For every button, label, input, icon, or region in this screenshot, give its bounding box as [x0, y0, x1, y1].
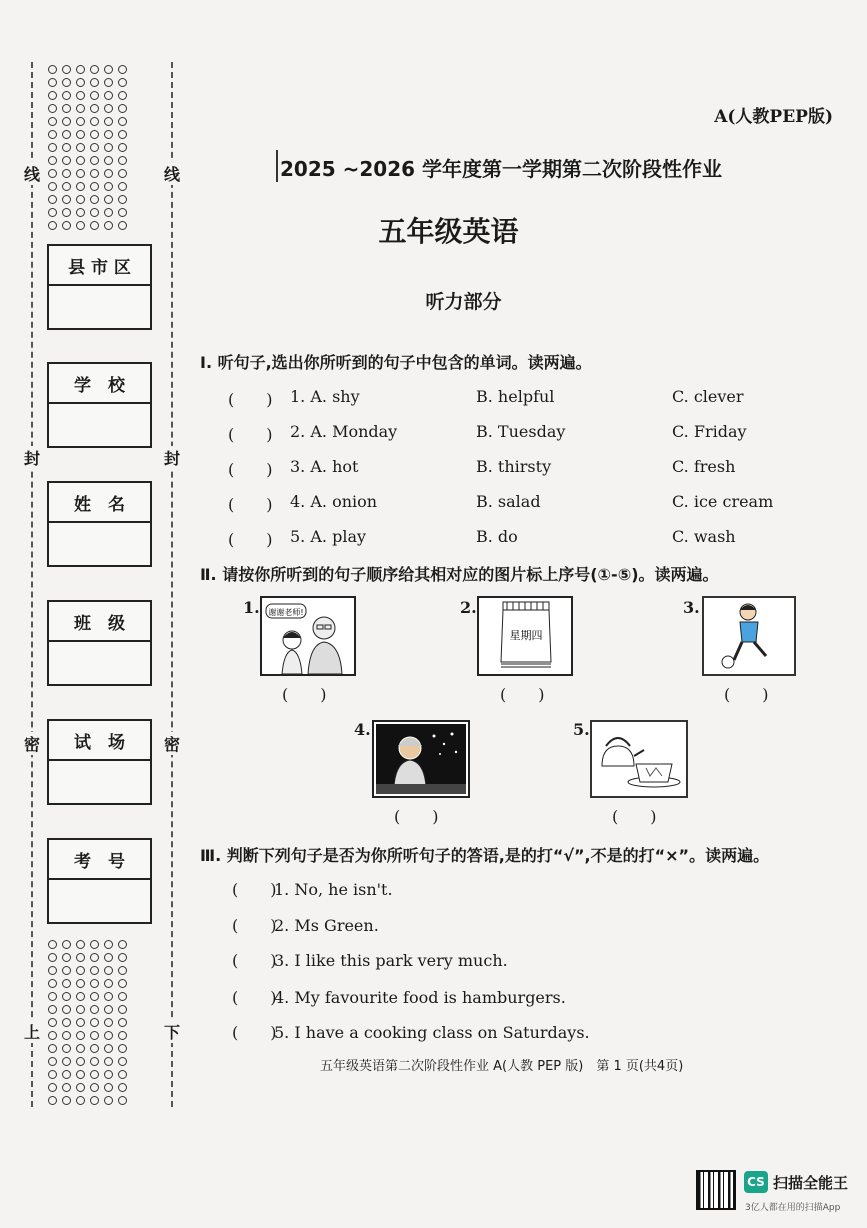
- answer-bracket[interactable]: ( ): [232, 1023, 277, 1042]
- binding-hole: [76, 1057, 85, 1066]
- binding-hole: [76, 182, 85, 191]
- binding-hole: [48, 130, 57, 139]
- binding-hole: [90, 992, 99, 1001]
- binding-hole: [90, 1070, 99, 1079]
- picture-2-bracket[interactable]: ( ): [500, 685, 545, 704]
- option-b: B. helpful: [476, 387, 555, 406]
- binding-hole: [104, 195, 113, 204]
- binding-hole: [62, 117, 71, 126]
- judgement-text: 2. Ms Green.: [274, 916, 379, 935]
- binding-hole: [104, 966, 113, 975]
- binding-hole: [90, 195, 99, 204]
- picture-3-bracket[interactable]: ( ): [724, 685, 769, 704]
- binding-hole: [76, 91, 85, 100]
- teapot-and-cup-picture: [590, 720, 688, 798]
- judgement-item: [232, 1020, 590, 1043]
- binding-hole: [48, 1070, 57, 1079]
- binding-hole: [62, 940, 71, 949]
- exam-number-field-label: 考 号: [49, 840, 150, 880]
- question-row: [228, 422, 828, 446]
- binding-hole: [76, 169, 85, 178]
- camscanner-tagline: 3亿人都在用的扫描App: [745, 1203, 841, 1213]
- answer-bracket[interactable]: ( ): [232, 951, 277, 970]
- answer-bracket[interactable]: ( ): [232, 916, 277, 935]
- binding-hole: [48, 169, 57, 178]
- calendar-thursday-picture: [477, 596, 573, 676]
- picture-2-number: 2.: [460, 598, 477, 617]
- answer-bracket[interactable]: ( ): [228, 460, 273, 479]
- binding-hole: [48, 78, 57, 87]
- judgement-item: [232, 877, 393, 900]
- class-field[interactable]: [47, 600, 152, 686]
- binding-hole: [48, 182, 57, 191]
- speech-bubble-text: 谢谢老师!: [268, 608, 304, 617]
- part-title: 听力部分: [425, 291, 502, 313]
- exam-number-field[interactable]: [47, 838, 152, 924]
- binding-hole: [48, 117, 57, 126]
- binding-hole: [104, 1005, 113, 1014]
- binding-hole: [48, 65, 57, 74]
- option-b: B. Tuesday: [476, 422, 566, 441]
- option-c: C. clever: [672, 387, 744, 406]
- binding-hole: [118, 953, 127, 962]
- binding-hole: [118, 65, 127, 74]
- binding-hole: [62, 992, 71, 1001]
- binding-hole: [62, 953, 71, 962]
- binding-hole: [48, 1018, 57, 1027]
- binding-hole: [90, 1044, 99, 1053]
- binding-hole: [118, 91, 127, 100]
- option-c: C. wash: [672, 527, 736, 546]
- binding-hole: [104, 1096, 113, 1105]
- binding-holes-top: [48, 65, 132, 234]
- exam-title: 2025 ~2026 学年度第一学期第二次阶段性作业: [280, 157, 723, 181]
- calendar-text: 星期四: [509, 629, 543, 642]
- binding-hole: [118, 1083, 127, 1092]
- binding-hole: [48, 940, 57, 949]
- binding-hole: [90, 169, 99, 178]
- judgement-text: 5. I have a cooking class on Saturdays.: [274, 1023, 590, 1042]
- question-row: [228, 457, 828, 481]
- answer-bracket[interactable]: ( ): [228, 425, 273, 444]
- binding-hole: [90, 65, 99, 74]
- binding-hole: [76, 1096, 85, 1105]
- binding-hole: [48, 1031, 57, 1040]
- camscanner-logo-icon: CS: [744, 1171, 768, 1193]
- binding-hole: [90, 979, 99, 988]
- binding-hole: [90, 953, 99, 962]
- picture-4-number: 4.: [354, 720, 371, 739]
- answer-bracket[interactable]: ( ): [232, 880, 277, 899]
- binding-hole: [62, 195, 71, 204]
- binding-hole: [62, 182, 71, 191]
- binding-hole: [76, 992, 85, 1001]
- binding-hole: [104, 104, 113, 113]
- binding-hole: [48, 104, 57, 113]
- picture-5-number: 5.: [573, 720, 590, 739]
- binding-hole: [62, 966, 71, 975]
- binding-hole: [62, 1031, 71, 1040]
- binding-hole: [118, 979, 127, 988]
- class-field-label: 班 级: [49, 602, 150, 642]
- binding-hole: [48, 195, 57, 204]
- binding-hole: [90, 182, 99, 191]
- binding-hole: [48, 966, 57, 975]
- boy-playing-football-picture: [702, 596, 796, 676]
- binding-hole: [118, 78, 127, 87]
- binding-hole: [62, 104, 71, 113]
- binding-hole: [62, 91, 71, 100]
- option-b: B. thirsty: [476, 457, 552, 476]
- binding-hole: [62, 1005, 71, 1014]
- binding-hole: [104, 940, 113, 949]
- name-field-label: 姓 名: [49, 483, 150, 523]
- binding-hole: [118, 169, 127, 178]
- binding-holes-bottom: [48, 940, 132, 1109]
- exam-room-field[interactable]: [47, 719, 152, 805]
- answer-bracket[interactable]: ( ): [228, 495, 273, 514]
- binding-hole: [90, 91, 99, 100]
- binding-hole: [90, 1018, 99, 1027]
- binding-hole: [76, 966, 85, 975]
- section3-title: Ⅲ. 判断下列句子是否为你所听句子的答语,是的打“√”,不是的打“×”。读两遍。: [200, 846, 770, 865]
- binding-hole: [90, 966, 99, 975]
- binding-hole: [62, 130, 71, 139]
- section1-title: Ⅰ. 听句子,选出你所听到的句子中包含的单词。读两遍。: [200, 353, 592, 372]
- binding-hole: [62, 1044, 71, 1053]
- binding-hole: [48, 1005, 57, 1014]
- binding-hole: [104, 143, 113, 152]
- binding-hole: [62, 143, 71, 152]
- answer-bracket[interactable]: ( ): [228, 530, 273, 549]
- binding-hole: [90, 78, 99, 87]
- binding-hole: [76, 1083, 85, 1092]
- picture-3-number: 3.: [683, 598, 700, 617]
- name-field[interactable]: [47, 481, 152, 567]
- answer-bracket[interactable]: ( ): [228, 390, 273, 409]
- binding-hole: [104, 979, 113, 988]
- binding-hole: [48, 1096, 57, 1105]
- judgement-text: 4. My favourite food is hamburgers.: [274, 988, 566, 1007]
- binding-hole: [118, 156, 127, 165]
- picture-1-number: 1.: [243, 598, 260, 617]
- binding-hole: [76, 117, 85, 126]
- binding-hole: [104, 169, 113, 178]
- option-a: 1. A. shy: [290, 387, 360, 406]
- binding-hole: [76, 1044, 85, 1053]
- strip-word-right-1: 线: [162, 162, 182, 185]
- binding-hole: [76, 156, 85, 165]
- binding-hole: [118, 1057, 127, 1066]
- binding-hole: [90, 104, 99, 113]
- binding-hole: [90, 130, 99, 139]
- binding-hole: [62, 169, 71, 178]
- binding-hole: [62, 1057, 71, 1066]
- binding-hole: [104, 78, 113, 87]
- binding-hole: [76, 195, 85, 204]
- judgement-item: [232, 948, 508, 971]
- question-row: [228, 527, 828, 551]
- exam-room-field-label: 试 场: [49, 721, 150, 761]
- judgement-item: [232, 985, 566, 1008]
- binding-hole: [104, 992, 113, 1001]
- binding-hole: [118, 143, 127, 152]
- binding-hole: [62, 1070, 71, 1079]
- binding-hole: [48, 1083, 57, 1092]
- judgement-text: 3. I like this park very much.: [274, 951, 508, 970]
- binding-hole: [118, 130, 127, 139]
- binding-hole: [76, 979, 85, 988]
- binding-hole: [118, 117, 127, 126]
- question-row: [228, 492, 828, 516]
- binding-hole: [76, 1005, 85, 1014]
- option-c: C. fresh: [672, 457, 736, 476]
- option-b: B. do: [476, 527, 518, 546]
- binding-hole: [76, 78, 85, 87]
- binding-hole: [118, 1070, 127, 1079]
- binding-hole: [104, 130, 113, 139]
- binding-hole: [118, 1044, 127, 1053]
- thank-teacher-picture: [260, 596, 356, 676]
- question-row: [228, 387, 828, 411]
- judgement-text: 1. No, he isn't.: [274, 880, 393, 899]
- binding-hole: [104, 1070, 113, 1079]
- binding-hole: [118, 992, 127, 1001]
- binding-hole: [104, 91, 113, 100]
- picture-4-bracket[interactable]: ( ): [394, 807, 439, 826]
- binding-hole: [62, 979, 71, 988]
- binding-hole: [118, 940, 127, 949]
- binding-hole: [76, 130, 85, 139]
- strip-word-right-2: 封: [162, 446, 182, 469]
- binding-hole: [104, 1057, 113, 1066]
- option-a: 3. A. hot: [290, 457, 359, 476]
- subject-title: 五年级英语: [378, 215, 519, 248]
- binding-hole: [90, 1083, 99, 1092]
- binding-hole: [104, 1044, 113, 1053]
- strip-word-left-1: 线: [22, 162, 42, 185]
- scientist-teacher-picture: [372, 720, 470, 798]
- binding-hole: [48, 1044, 57, 1053]
- binding-hole: [62, 1018, 71, 1027]
- strip-word-left-2: 封: [22, 446, 42, 469]
- picture-1-bracket[interactable]: ( ): [282, 685, 327, 704]
- binding-hole: [104, 65, 113, 74]
- binding-hole: [62, 1096, 71, 1105]
- picture-5-bracket[interactable]: ( ): [612, 807, 657, 826]
- page-footer: 五年级英语第二次阶段性作业 A(人教 PEP 版) 第 1 页(共4页): [320, 1059, 684, 1074]
- binding-hole: [104, 1018, 113, 1027]
- option-a: 2. A. Monday: [290, 422, 398, 441]
- binding-hole: [118, 1096, 127, 1105]
- binding-hole: [62, 1083, 71, 1092]
- binding-hole: [62, 65, 71, 74]
- binding-hole: [104, 117, 113, 126]
- binding-hole: [48, 156, 57, 165]
- binding-hole: [118, 1018, 127, 1027]
- option-b: B. salad: [476, 492, 541, 511]
- binding-hole: [90, 156, 99, 165]
- judgement-item: [232, 913, 379, 936]
- answer-bracket[interactable]: ( ): [232, 988, 277, 1007]
- binding-hole: [48, 143, 57, 152]
- binding-hole: [118, 966, 127, 975]
- binding-hole: [76, 143, 85, 152]
- binding-hole: [76, 940, 85, 949]
- binding-hole: [90, 143, 99, 152]
- option-a: 5. A. play: [290, 527, 367, 546]
- section2-title: Ⅱ. 请按你所听到的句子顺序给其相对应的图片标上序号(①-⑤)。读两遍。: [200, 565, 719, 584]
- strip-word-right-4: 下: [162, 1020, 182, 1043]
- strip-word-right-3: 密: [162, 732, 182, 755]
- binding-hole: [104, 156, 113, 165]
- binding-hole: [104, 182, 113, 191]
- binding-hole: [90, 940, 99, 949]
- binding-hole: [90, 1096, 99, 1105]
- binding-hole: [48, 992, 57, 1001]
- binding-hole: [90, 1005, 99, 1014]
- qr-code-icon: [696, 1170, 736, 1210]
- binding-hole: [76, 1070, 85, 1079]
- binding-hole: [118, 182, 127, 191]
- edition-label: A(人教PEP版): [714, 107, 833, 127]
- binding-hole: [90, 117, 99, 126]
- option-c: C. Friday: [672, 422, 747, 441]
- binding-hole: [104, 1083, 113, 1092]
- strip-word-left-4: 上: [22, 1020, 42, 1043]
- binding-hole: [76, 953, 85, 962]
- school-field-label: 学 校: [49, 364, 150, 404]
- binding-hole: [48, 91, 57, 100]
- option-a: 4. A. onion: [290, 492, 378, 511]
- county-field-label: 县 市 区: [49, 246, 150, 286]
- binding-hole: [118, 1005, 127, 1014]
- binding-hole: [118, 195, 127, 204]
- binding-hole: [104, 1031, 113, 1040]
- option-c: C. ice cream: [672, 492, 774, 511]
- binding-hole: [48, 979, 57, 988]
- binding-hole: [76, 65, 85, 74]
- binding-hole: [118, 1031, 127, 1040]
- binding-hole: [90, 1057, 99, 1066]
- binding-hole: [76, 1018, 85, 1027]
- binding-hole: [62, 156, 71, 165]
- binding-hole: [76, 104, 85, 113]
- binding-hole: [76, 1031, 85, 1040]
- binding-hole: [48, 953, 57, 962]
- camscanner-app-name: 扫描全能王: [773, 1174, 849, 1192]
- school-field[interactable]: [47, 362, 152, 448]
- binding-hole: [90, 1031, 99, 1040]
- binding-hole: [104, 953, 113, 962]
- binding-hole: [48, 1057, 57, 1066]
- binding-hole: [62, 78, 71, 87]
- strip-word-left-3: 密: [22, 732, 42, 755]
- binding-hole: [118, 104, 127, 113]
